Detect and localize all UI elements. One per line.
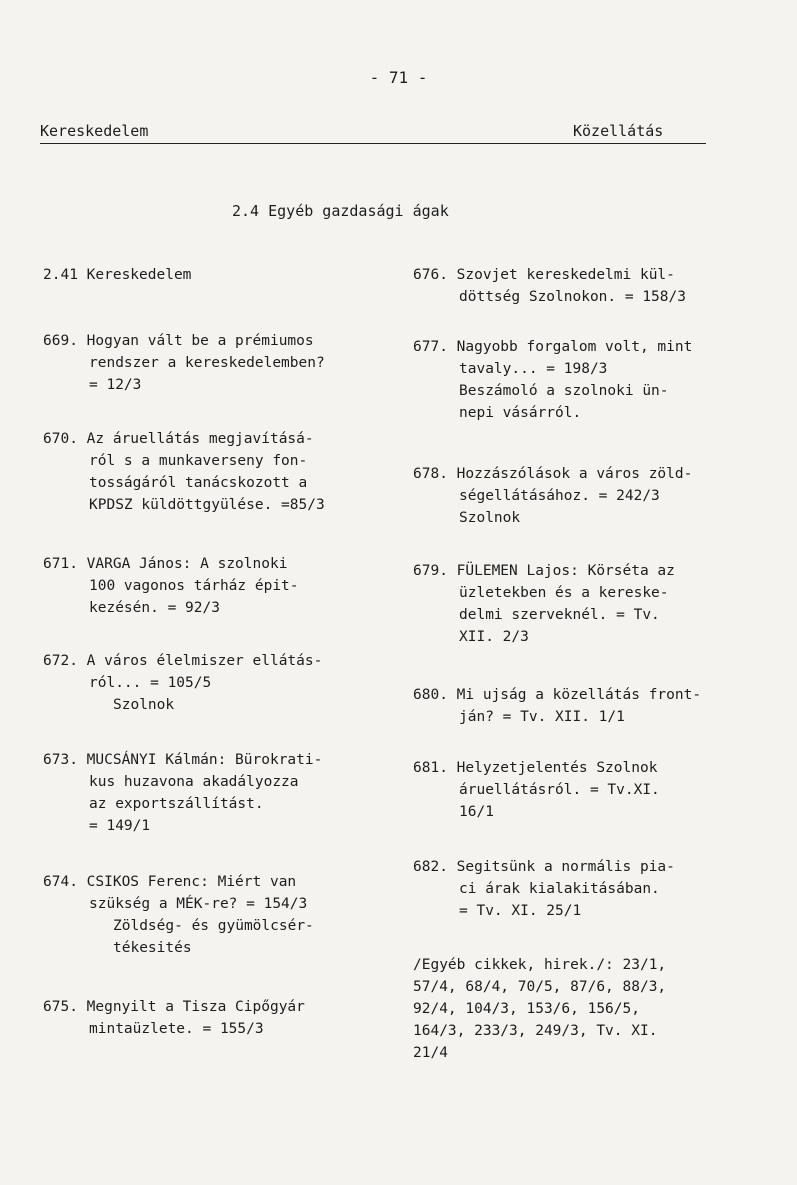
entry-681 <box>413 757 660 823</box>
entry-line: = 149/1 <box>89 818 151 834</box>
entry-670 <box>43 428 325 516</box>
entry-675 <box>43 996 305 1040</box>
entry-line: üzletekben és a kereske- <box>459 585 669 601</box>
entry-line: Beszámoló a szolnoki ün- <box>459 383 669 399</box>
header-right: Közellátás <box>573 122 664 140</box>
entry-line: 675. Megnyilt a Tisza Cipőgyár <box>43 999 305 1015</box>
entry-line: Szolnok <box>113 697 175 713</box>
entry-line: 16/1 <box>459 804 494 820</box>
entry-line: 673. MUCSÁNYI Kálmán: Bürokrati- <box>43 752 323 768</box>
entry-line: 669. Hogyan vált be a prémiumos <box>43 333 314 349</box>
entry-line: mintaüzlete. = 155/3 <box>89 1021 264 1037</box>
entry-672 <box>43 650 322 716</box>
entry-line: kezésén. = 92/3 <box>89 600 220 616</box>
section-title: 2.4 Egyéb gazdasági ágak <box>232 202 449 220</box>
subsection-title: 2.41 Kereskedelem <box>43 267 192 283</box>
entry-line: Zöldség- és gyümölcsér- <box>113 918 314 934</box>
entry-line: ján? = Tv. XII. 1/1 <box>459 709 625 725</box>
entry-line: áruellátásról. = Tv.XI. <box>459 782 660 798</box>
entry-line: ségellátásához. = 242/3 <box>459 488 660 504</box>
entry-line: 678. Hozzászólások a város zöld- <box>413 466 693 482</box>
entry-line: /Egyéb cikkek, hirek./: 23/1, <box>413 957 667 973</box>
entry-line: 100 vagonos tárház épit- <box>89 578 299 594</box>
entry-line: 670. Az áruellátás megjavításá- <box>43 431 314 447</box>
entry-line: KPDSZ küldöttgyülése. =85/3 <box>89 497 325 513</box>
entry-line: XII. 2/3 <box>459 629 529 645</box>
entry-680 <box>413 684 701 728</box>
entry-673 <box>43 749 322 837</box>
entry-line: tékesités <box>113 940 192 956</box>
entry-line: ról s a munkaverseny fon- <box>89 453 308 469</box>
entry-line: 674. CSIKOS Ferenc: Miért van <box>43 874 297 890</box>
entry-line: rendszer a kereskedelemben? <box>89 355 325 371</box>
entry-line: szükség a MÉK-re? = 154/3 <box>89 896 308 912</box>
header-left: Kereskedelem <box>40 122 149 140</box>
entry-line: 672. A város élelmiszer ellátás- <box>43 653 323 669</box>
entry-line: 671. VARGA János: A szolnoki <box>43 556 288 572</box>
entry-669 <box>43 330 325 396</box>
other-articles-list <box>413 954 666 1064</box>
entry-line: nepi vásárról. <box>459 405 582 421</box>
entry-line: 679. FÜLEMEN Lajos: Körséta az <box>413 563 675 579</box>
entry-line: 676. Szovjet kereskedelmi kül- <box>413 267 675 283</box>
entry-line: 682. Segitsünk a normális pia- <box>413 859 675 875</box>
entry-line: ról... = 105/5 <box>89 675 212 691</box>
entry-line: kus huzavona akadályozza <box>89 774 299 790</box>
entry-line: tosságáról tanácskozott a <box>89 475 308 491</box>
entry-line: az exportszállítást. <box>89 796 264 812</box>
entry-682 <box>413 856 675 922</box>
entry-line: delmi szerveknél. = Tv. <box>459 607 660 623</box>
entry-line: 680. Mi ujság a közellátás front- <box>413 687 702 703</box>
entry-674 <box>43 871 314 959</box>
header-rule <box>40 143 706 144</box>
entry-line: 92/4, 104/3, 153/6, 156/5, <box>413 1001 640 1017</box>
entry-679 <box>413 560 675 648</box>
entry-676 <box>413 264 686 308</box>
entry-line: 681. Helyzetjelentés Szolnok <box>413 760 658 776</box>
entry-line: tavaly... = 198/3 <box>459 361 608 377</box>
entry-671 <box>43 553 299 619</box>
entry-line: Szolnok <box>459 510 521 526</box>
entry-line: = 12/3 <box>89 377 142 393</box>
entry-678 <box>413 463 692 529</box>
entry-line: = Tv. XI. 25/1 <box>459 903 582 919</box>
entry-line: 677. Nagyobb forgalom volt, mint <box>413 339 693 355</box>
entry-line: 57/4, 68/4, 70/5, 87/6, 88/3, <box>413 979 667 995</box>
page-number: - 71 - <box>369 68 428 87</box>
entry-677 <box>413 336 692 424</box>
entry-line: 21/4 <box>413 1045 448 1061</box>
entry-line: 164/3, 233/3, 249/3, Tv. XI. <box>413 1023 658 1039</box>
entry-line: ci árak kialakitásában. <box>459 881 660 897</box>
entry-line: döttség Szolnokon. = 158/3 <box>459 289 686 305</box>
